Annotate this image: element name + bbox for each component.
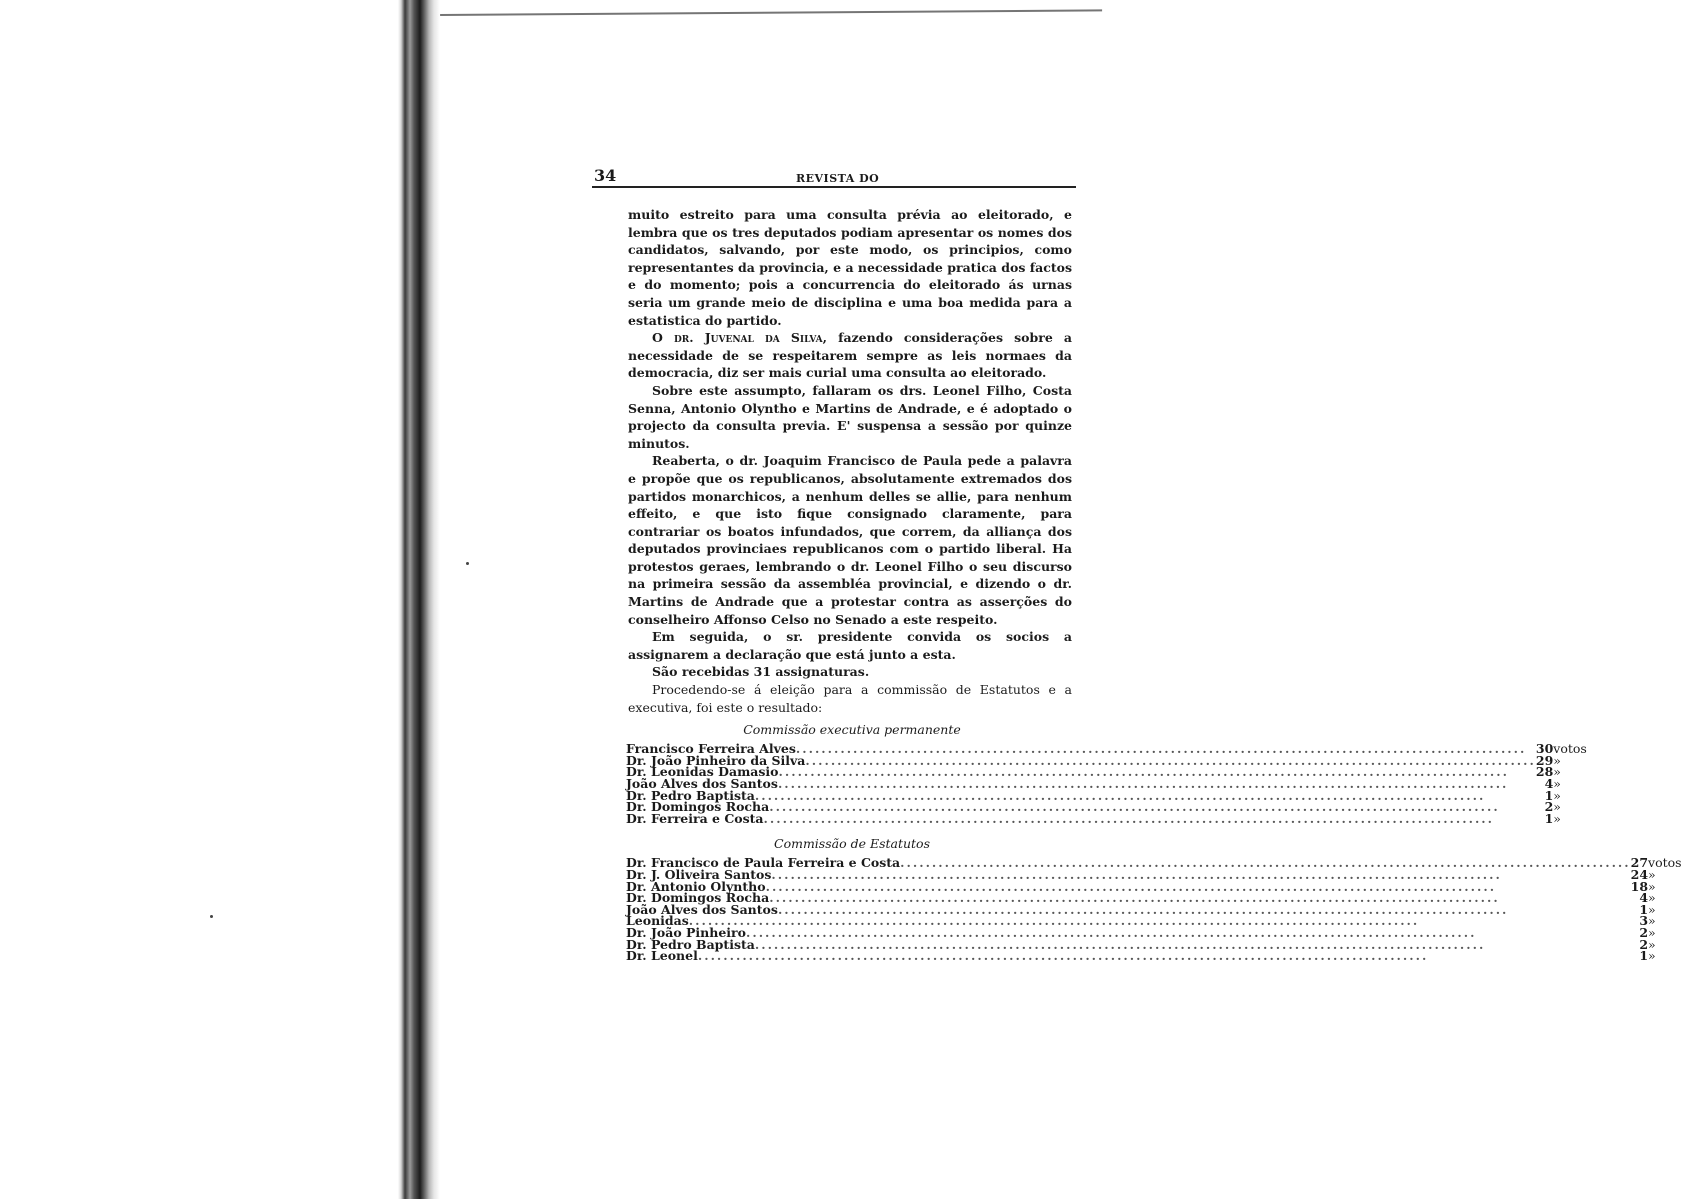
candidate-name: Dr. Domingos Rocha	[626, 890, 770, 906]
vote-unit: votos	[1553, 741, 1587, 757]
vote-unit: »	[1648, 936, 1656, 952]
candidate-name: Leonidas	[626, 913, 689, 929]
committee-exec-title: Commissão executiva permanente	[743, 722, 961, 738]
vote-count: 2	[1639, 924, 1649, 940]
candidate-name: Dr. Leonel	[626, 948, 698, 964]
vote-unit: »	[1553, 799, 1561, 815]
vote-unit: votos	[1648, 855, 1682, 871]
running-head: REVISTA DO	[796, 172, 880, 185]
paragraph: Reaberta, o dr. Joaquim Francisco de Paula pede a palavra e propõe que os republicanos, absolutamente extremados dos partidos monarchicos, a nenhum delles se allie, para nenhum effeito, e que isto fique consignado claramente, para contrariar os boatos infundados, que correm, da alliança dos deputados provinciaes republicanos com o partido liberal. Ha protestos geraes, lembrando o dr. Leonel Filho o seu discurso na primeira sessão da assembléa provincial, e dizendo o dr. Martins de Andrade que a protestar contra as asserções do conselheiro Affonso Celso no Senado a este respeito.	[628, 453, 1072, 627]
vote-unit: »	[1553, 787, 1561, 803]
vote-count: 18	[1630, 878, 1649, 894]
vote-count: 4	[1639, 890, 1649, 906]
book-binding-gutter	[398, 0, 440, 1199]
vote-count: 30	[1535, 741, 1554, 757]
vote-count: 2	[1544, 799, 1554, 815]
table-row	[626, 813, 1587, 825]
paragraph: Procedendo-se á eleição para a commissão de Estatutos e a executiva, foi este o resultado:	[628, 682, 1072, 715]
committee-statutes-title: Commissão de Estatutos	[774, 836, 930, 852]
vote-count: 1	[1639, 901, 1649, 917]
candidate-name: Dr. Antonio Olyntho	[626, 878, 766, 894]
candidate-name: Dr. João Pinheiro da Silva	[626, 752, 806, 768]
paragraph: Em seguida, o sr. presidente convida os socios a assignarem a declaração que está junto a esta.	[628, 629, 1072, 662]
vote-unit: »	[1553, 810, 1561, 826]
vote-unit: »	[1648, 901, 1656, 917]
candidate-name: Dr. Pedro Baptista	[626, 936, 755, 952]
vote-count: 28	[1535, 764, 1554, 780]
vote-count: 1	[1544, 810, 1554, 826]
vote-count: 4	[1544, 776, 1554, 791]
vote-count: 24	[1630, 866, 1649, 882]
candidate-name: Dr. J. Oliveira Santos	[626, 866, 772, 882]
vote-count: 2	[1639, 936, 1649, 952]
vote-unit: »	[1648, 866, 1656, 882]
document-page	[592, 164, 1682, 964]
scan-speck	[210, 915, 213, 918]
candidate-name: Francisco Ferreira Alves	[626, 741, 796, 757]
paragraph: São recebidas 31 assignaturas.	[652, 664, 870, 680]
candidate-name: Dr. Ferreira e Costa	[626, 810, 764, 826]
candidate-name: Dr. Francisco de Paula Ferreira e Costa	[626, 855, 901, 871]
vote-count: 1	[1639, 948, 1649, 964]
vote-unit: »	[1553, 752, 1561, 768]
candidate-name: Dr. Domingos Rocha	[626, 799, 770, 815]
paragraph-text: fazendo considerações sobre a necessidade de se respeitarem sempre as leis normaes da democracia, diz ser mais curial uma consulta ao eleitorado.	[628, 330, 1072, 381]
vote-count: 1	[1544, 787, 1554, 803]
vote-count: 29	[1535, 752, 1554, 768]
speaker-name: O dr. Juvenal da Silva,	[652, 330, 827, 346]
page-number: 34	[594, 166, 617, 185]
paragraph-juvenal	[628, 329, 1072, 382]
vote-unit: »	[1648, 913, 1656, 929]
vote-unit: »	[1553, 764, 1561, 780]
candidate-name: João Alves dos Santos	[626, 776, 778, 791]
body-text	[592, 206, 1076, 716]
vote-unit: »	[1648, 924, 1656, 940]
paragraph: Sobre este assumpto, fallaram os drs. Leonel Filho, Costa Senna, Antonio Olyntho e Martins de Andrade, e é adoptado o projecto da consulta previa. E' suspensa a sessão por quinze minutos.	[628, 382, 1072, 451]
candidate-name: Dr. João Pinheiro	[626, 924, 746, 940]
page-header	[592, 164, 1076, 188]
committee-exec-table	[626, 743, 1587, 824]
vote-count: 3	[1639, 913, 1649, 929]
paragraph: muito estreito para uma consulta prévia ao eleitorado, e lembra que os tres deputados podiam apresentar os nomes dos candidatos, salvando, por este modo, os principios, como representantes da provincia, e a necessidade pratica dos factos e do momento; pois a concurrencia do eleitorado ás urnas seria um grande meio de disciplina e uma boa medida para a estatistica do partido.	[628, 207, 1072, 328]
candidate-name: Dr. Leonidas Damasio	[626, 764, 779, 780]
page-top-edge	[440, 0, 1102, 16]
vote-unit: »	[1648, 878, 1656, 894]
vote-unit: »	[1648, 948, 1656, 964]
committee-statutes-table	[626, 855, 1682, 964]
vote-count: 27	[1630, 855, 1649, 871]
vote-unit: »	[1648, 890, 1656, 906]
candidate-name: Dr. Pedro Baptista	[626, 787, 755, 803]
scan-speck	[466, 562, 469, 565]
table-row	[626, 950, 1682, 962]
vote-unit: »	[1553, 776, 1561, 791]
candidate-name: João Alves dos Santos	[626, 901, 778, 917]
